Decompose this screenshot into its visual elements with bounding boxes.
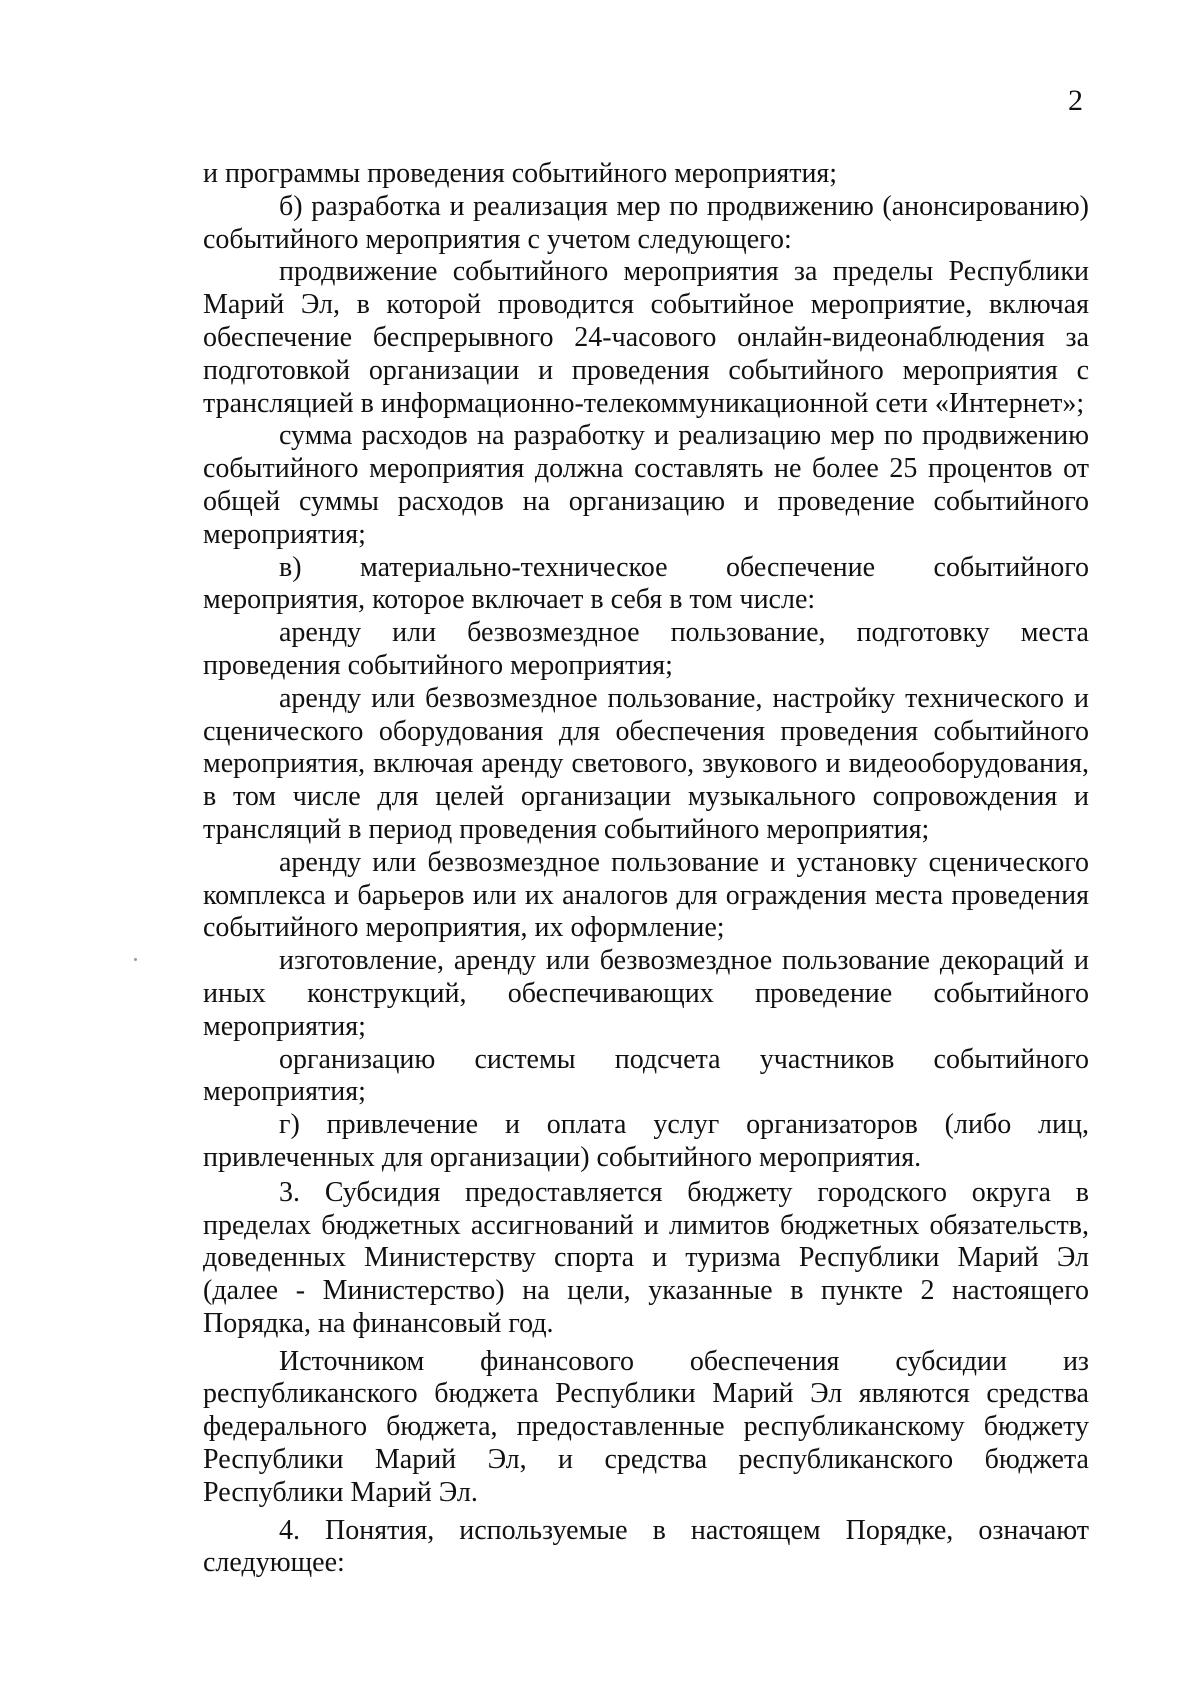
paragraph-2: б) разработка и реализация мер по продвижению (анонсированию) событийного мероприятия с учетом следующего: (203, 190, 1089, 255)
paragraph-10: организацию системы подсчета участников событийного мероприятия; (203, 1043, 1089, 1108)
paragraph-5: в) материально-техническое обеспечение событийного мероприятия, которое включает в себя в том числе: (203, 551, 1089, 616)
paragraph-11: г) привлечение и оплата услуг организаторов (либо лиц, привлеченных для организации) событийного мероприятия. (203, 1109, 1089, 1173)
paragraph-6: аренду или безвозмездное пользование, подготовку места проведения событийного мероприятия; (203, 617, 1089, 681)
paragraph-14: 4. Понятия, используемые в настоящем Порядке, означают следующее: (203, 1514, 1089, 1579)
paragraph-4: сумма расходов на разработку и реализацию мер по продвижению событийного мероприятия должна составлять не более 25 процентов от общей суммы расходов на организацию и проведение событийного мероприятия; (203, 420, 1089, 550)
paragraph-13: Источником финансового обеспечения субсидии из республиканского бюджета Республики Марий Эл являются средства федерального бюджета, предоставленные республиканскому бюджету Республики Марий Эл, и средства республиканского бюджета Республики Марий Эл. (203, 1345, 1089, 1508)
paragraph-7: аренду или безвозмездное пользование, настройку технического и сценического оборудования для обеспечения проведения событийного мероприятия, включая аренду светового, звукового и видеооборудования, в том числе для целей организации музыкального сопровождения и трансляций в период проведения событийного мероприятия; (203, 682, 1089, 845)
paragraph-12: 3. Субсидия предоставляется бюджету городского округа в пределах бюджетных ассигнований и лимитов бюджетных обязательств, доведенных Министерству спорта и туризма Республики Марий Эл (далее - Министерство) на цели, указанные в пункте 2 настоящего Порядка, на финансовый год. (203, 1176, 1089, 1339)
document-body (203, 158, 1089, 1580)
paragraph-1: и программы проведения событийного мероприятия; (203, 158, 838, 189)
paragraph-8: аренду или безвозмездное пользование и установку сценического комплекса и барьеров или их аналогов для ограждения места проведения событийного мероприятия, их оформление; (203, 846, 1089, 944)
scan-speck (134, 958, 137, 961)
paragraph-9: изготовление, аренду или безвозмездное пользование декораций и иных конструкций, обеспечивающих проведение событийного мероприятия; (203, 945, 1089, 1042)
paragraph-3: продвижение событийного мероприятия за пределы Республики Марий Эл, в которой проводится событийное мероприятие, включая обеспечение беспрерывного 24-часового онлайн-видеонаблюдения за подготовкой организации и проведения событийного мероприятия с трансляцией в информационно-телекоммуникационной сети «Интернет»; (203, 256, 1089, 419)
page-number: 2 (1068, 84, 1083, 117)
